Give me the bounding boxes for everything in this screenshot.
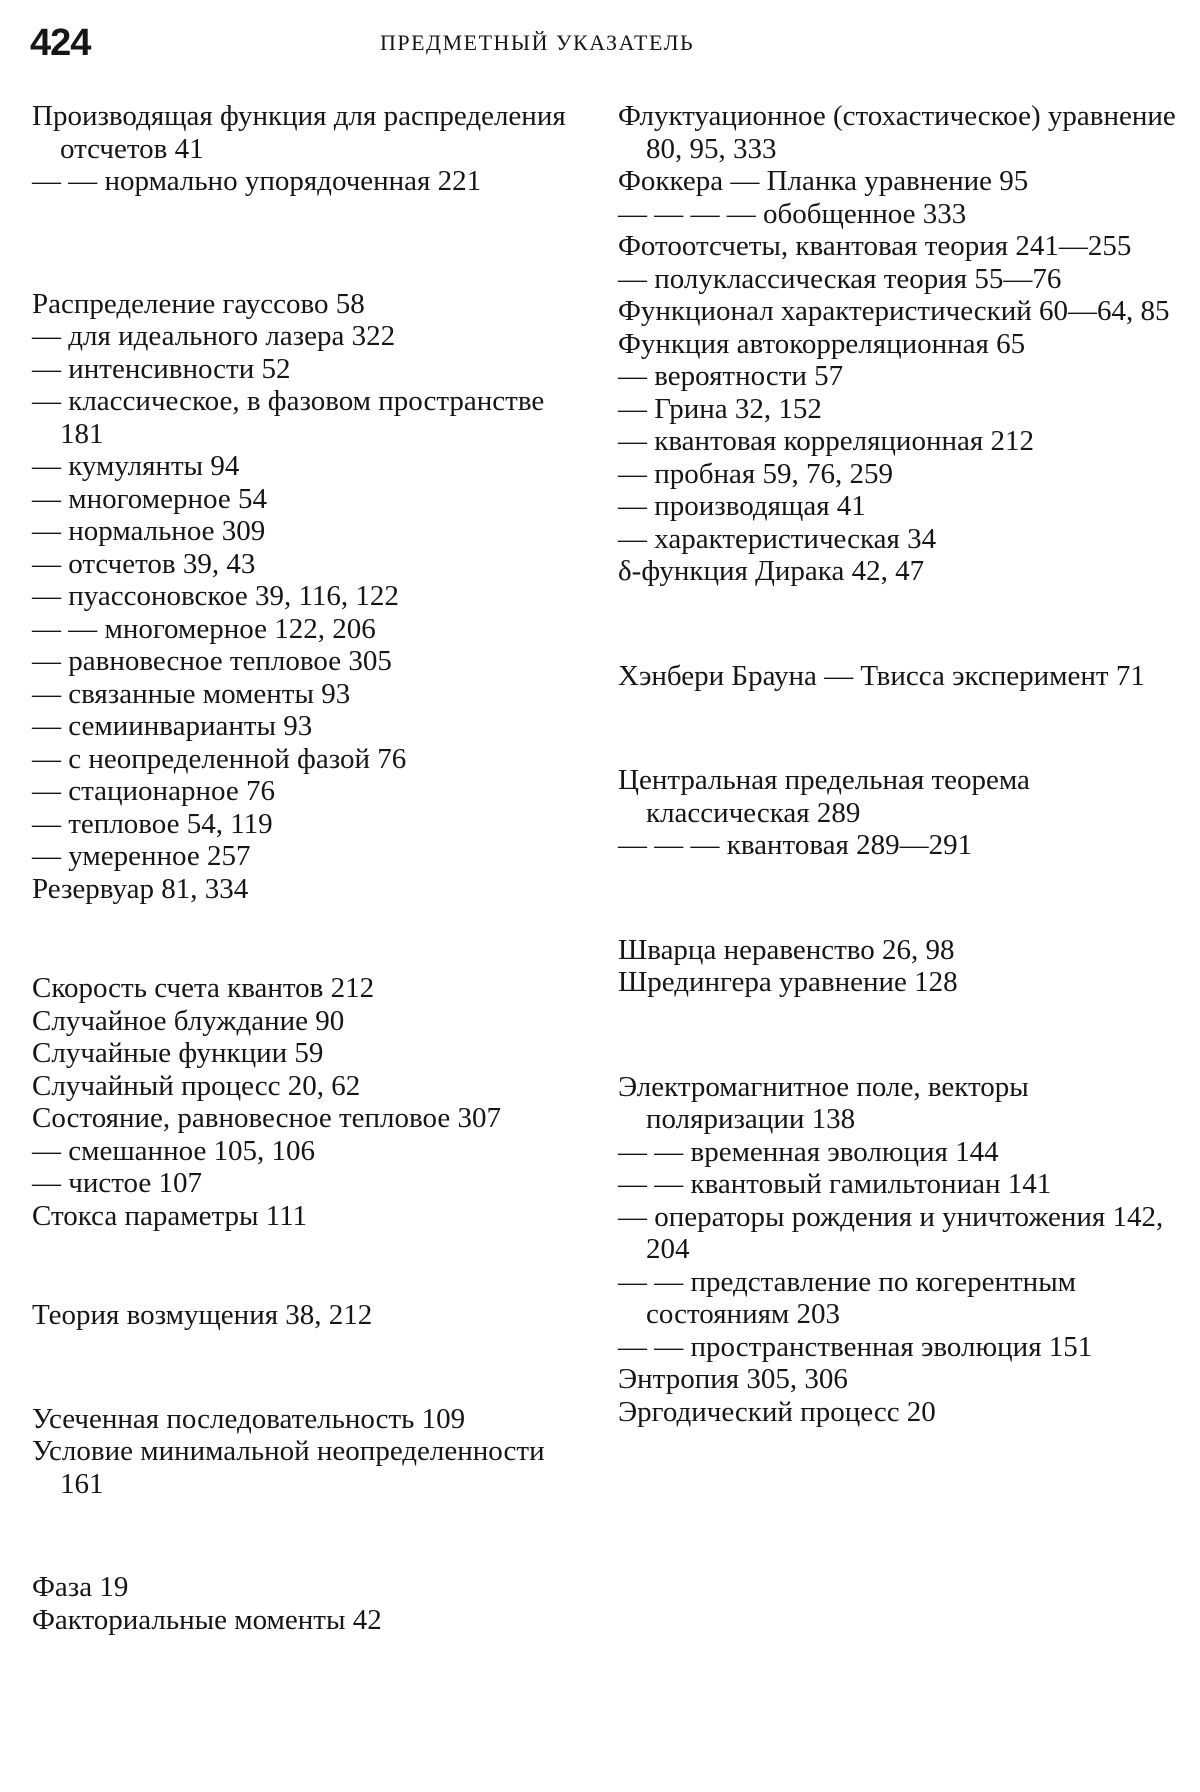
index-entry: — многомерное 54 (32, 482, 267, 515)
index-entry: Функционал характеристический 60—64, 85 (618, 295, 1170, 327)
index-column-left (32, 100, 592, 1636)
index-entry: Электромагнитное поле, векторы поляризации 138 (618, 1070, 1029, 1135)
index-entry: Фотоотсчеты, квантовая теория 241—255 (618, 230, 1132, 262)
running-title: ПРЕДМЕТНЫЙ УКАЗАТЕЛЬ (380, 30, 695, 55)
index-entry: Флуктуационное (стохастическое) уравнение 80, 95, 333 (618, 100, 1176, 165)
index-entry: Производящая функция для распределения отсчетов 41 (32, 100, 566, 165)
index-entry: — смешанное 105, 106 (32, 1134, 316, 1167)
index-entry: Распределение гауссово 58 (32, 287, 365, 320)
index-entry: — полуклассическая теория 55—76 (618, 262, 1062, 295)
index-entry: — — квантовый гамильтониан 141 (618, 1168, 1052, 1200)
index-group-h (618, 660, 1180, 693)
index-entry: Факториальные моменты 42 (32, 1603, 382, 1636)
index-entry: — — многомерное 122, 206 (32, 612, 376, 645)
index-entry: — — нормально упорядоченная 221 (32, 165, 482, 197)
index-entry: — стационарное 76 (32, 775, 275, 807)
index-entry: — кумулянты 94 (32, 450, 240, 482)
index-group-f-cont (618, 100, 1180, 588)
index-entry: — характеристическая 34 (618, 522, 937, 555)
index-entry: Функция автокорреляционная 65 (618, 327, 1026, 360)
index-group-sh (618, 934, 1180, 999)
index-entry: — интенсивности 52 (32, 352, 291, 385)
index-entry: Шварца неравенство 26, 98 (618, 933, 955, 966)
index-group-r (32, 288, 592, 906)
index-entry: Центральная предельная теорема классическая 289 (618, 764, 1030, 829)
index-entry: — с неопределенной фазой 76 (32, 742, 407, 775)
index-entry: — производящая 41 (618, 490, 866, 522)
index-entry: Теория возмущения 38, 212 (32, 1299, 373, 1331)
index-entry: Шредингера уравнение 128 (618, 966, 958, 998)
index-entry: — тепловое 54, 119 (32, 807, 273, 840)
index-entry: Условие минимальной неопределенности 161 (32, 1435, 545, 1500)
index-entry: — равновесное тепловое 305 (32, 645, 392, 677)
index-entry: — классическое, в фазовом пространстве 181 (32, 385, 545, 450)
index-group-u (32, 1403, 592, 1501)
index-entry: Состояние, равновесное тепловое 307 (32, 1102, 501, 1134)
index-entry: Усеченная последовательность 109 (32, 1402, 466, 1435)
index-group-f (32, 1571, 592, 1636)
index-entry: — чистое 107 (32, 1167, 202, 1199)
index-entry: — умеренное 257 (32, 840, 251, 872)
index-entry: — Грина 32, 152 (618, 392, 822, 425)
index-entry: Случайные функции 59 (32, 1037, 324, 1069)
index-entry: Скорость счета квантов 212 (32, 972, 375, 1004)
index-entry: — семиинварианты 93 (32, 710, 313, 742)
page-number: 424 (30, 22, 91, 64)
index-entry: — нормальное 309 (32, 515, 266, 547)
index-entry: Фаза 19 (32, 1571, 129, 1603)
index-entry: — связанные моменты 93 (32, 677, 351, 710)
index-entry: — — — — обобщенное 333 (618, 197, 967, 230)
index-entry: — — пространственная эволюция 151 (618, 1330, 1093, 1363)
index-entry: Стокса параметры 111 (32, 1199, 308, 1232)
index-group-e (618, 1071, 1180, 1429)
index-entry: Резервуар 81, 334 (32, 872, 249, 905)
index-entry: Случайное блуждание 90 (32, 1004, 345, 1037)
index-group-ts (618, 764, 1180, 862)
index-group-p (32, 100, 592, 198)
index-entry: Энтропия 305, 306 (618, 1363, 848, 1395)
index-entry: δ-функция Дирака 42, 47 (618, 555, 925, 587)
index-entry: — пробная 59, 76, 259 (618, 457, 894, 490)
index-entry: — — временная эволюция 144 (618, 1135, 999, 1168)
index-group-s (32, 972, 592, 1232)
index-entry: — — представление по когерентным состояниям 203 (618, 1265, 1077, 1330)
index-group-t (32, 1299, 592, 1332)
index-entry: Эргодический процесс 20 (618, 1395, 936, 1428)
index-column-right (618, 100, 1180, 1428)
index-entry: — — — квантовая 289—291 (618, 829, 973, 861)
index-entry: — вероятности 57 (618, 360, 844, 392)
index-entry: — квантовая корреляционная 212 (618, 425, 1034, 457)
index-entry: — пуассоновское 39, 116, 122 (32, 580, 399, 612)
index-entry: Хэнбери Брауна — Твисса эксперимент 71 (618, 659, 1145, 692)
index-entry: Фоккера — Планка уравнение 95 (618, 165, 1029, 197)
index-entry: — операторы рождения и уничтожения 142, 204 (618, 1200, 1164, 1265)
index-entry: — отсчетов 39, 43 (32, 547, 256, 580)
index-entry: Случайный процесс 20, 62 (32, 1069, 361, 1102)
index-entry: — для идеального лазера 322 (32, 320, 396, 352)
